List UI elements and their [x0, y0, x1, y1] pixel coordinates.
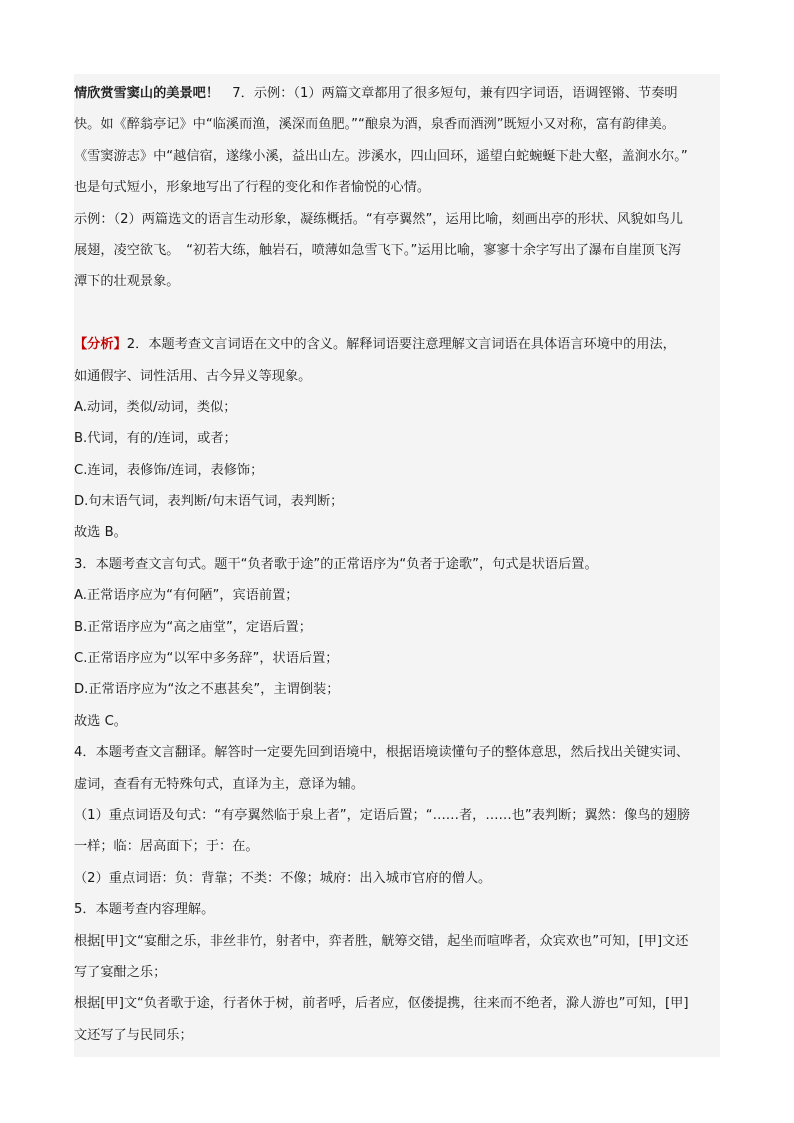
text-line: 如通假字、词性活用、古今异义等现象。 [74, 368, 312, 384]
text-line: 写了宴酣之乐； [74, 964, 167, 980]
analysis-tag: 【分析】 [74, 337, 127, 353]
text-line: 一样；临：居高面下；于：在。 [74, 839, 259, 855]
text-line: 也是句式短小，形象地写出了行程的变化和作者愉悦的心情。 [74, 180, 431, 196]
text-line: 故选 C。 [74, 713, 127, 729]
text-line: 《雪窦游志》中“越信宿，遂缘小溪，益出山左。涉溪水，四山回环，遥望白蛇蜿蜒下赴大壑，盖涧水尔。” [74, 148, 688, 164]
text-line: C.正常语序应为“以军中多务辞”，状语后置； [74, 651, 339, 667]
text-line: D.句末语气词，表判断/句末语气词，表判断； [74, 494, 344, 510]
text-line: 故选 B。 [74, 525, 127, 541]
analysis-heading-line [74, 329, 720, 360]
text-line: D.正常语序应为“汝之不惠甚矣”，主谓倒装； [74, 682, 340, 698]
text-line: 快。如《醉翁亭记》中“临溪而渔，溪深而鱼肥。”“酿泉为酒，泉香而酒洌”既短小又对称，富有韵律美。 [74, 117, 675, 133]
text-line-rest: 7．示例：（1）两篇文章都用了很多短句，兼有四字词语，语调铿锵、节奏明 [219, 86, 678, 101]
text-line: 潭下的壮观景象。 [74, 274, 180, 290]
text-line: C.连词，表修饰/连词，表修饰； [74, 462, 264, 478]
text-line: 5．本题考查内容理解。 [74, 902, 215, 918]
text-line: 4．本题考查文言翻译。解答时一定要先回到语境中，根据语境读懂句子的整体意思，然后找出关键实词、 [74, 745, 690, 761]
text-line: 文还写了与民同乐； [74, 1027, 193, 1043]
text-line: 虚词，查看有无特殊句式，直译为主，意译为辅。 [74, 776, 365, 792]
blank-spacer [74, 298, 720, 329]
analysis-first-text: 2．本题考查文言词语在文中的含义。解释词语要注意理解文言词语在具体语言环境中的用法， [126, 337, 676, 353]
text-line: 根据[甲]文“宴酣之乐，非丝非竹，射者中，弈者胜，觥筹交错，起坐而喧哗者，众宾欢也”可知，[甲]文还 [74, 933, 689, 949]
text-line: A.正常语序应为“有何陋”，宾语前置； [74, 588, 299, 604]
text-line: 展翅，凌空欲飞。 “初若大练，触岩石，喷薄如急雪飞下。”运用比喻，寥寥十余字写出了瀑布自崖顶飞泻 [74, 242, 682, 258]
answer-section [74, 78, 720, 298]
analysis-section [74, 361, 720, 1052]
answer-analysis-block [74, 74, 720, 1057]
text-line: （2）重点词语：负：背靠；不类：不像；城府：出入城市官府的僧人。 [74, 870, 492, 886]
text-line: 示例：（2）两篇选文的语言生动形象，凝练概括。“有亭翼然”，运用比喻，刻画出亭的形状、风貌如鸟儿 [74, 211, 683, 227]
text-line: B.正常语序应为“高之庙堂”，定语后置； [74, 619, 312, 635]
text-line [74, 78, 720, 109]
text-line: （1）重点词语及句式：“有亭翼然临于泉上者”，定语后置；“……者，……也”表判断；翼然：像鸟的翅膀 [74, 807, 690, 823]
text-line: A.动词，类似/动词，类似； [74, 399, 237, 415]
text-line: B.代词，有的/连词，或者； [74, 431, 237, 447]
text-line: 根据[甲]文“负者歌于途，行者休于树，前者呼，后者应，伛偻提携，往来而不绝者，滁人游也”可知，[甲] [74, 996, 689, 1012]
text-line-strong: 情欣赏雪窦山的美景吧！ [74, 86, 220, 101]
text-line: 3．本题考查文言句式。题干“负者歌于途”的正常语序为“负者于途歌”，句式是状语后置。 [74, 556, 598, 572]
